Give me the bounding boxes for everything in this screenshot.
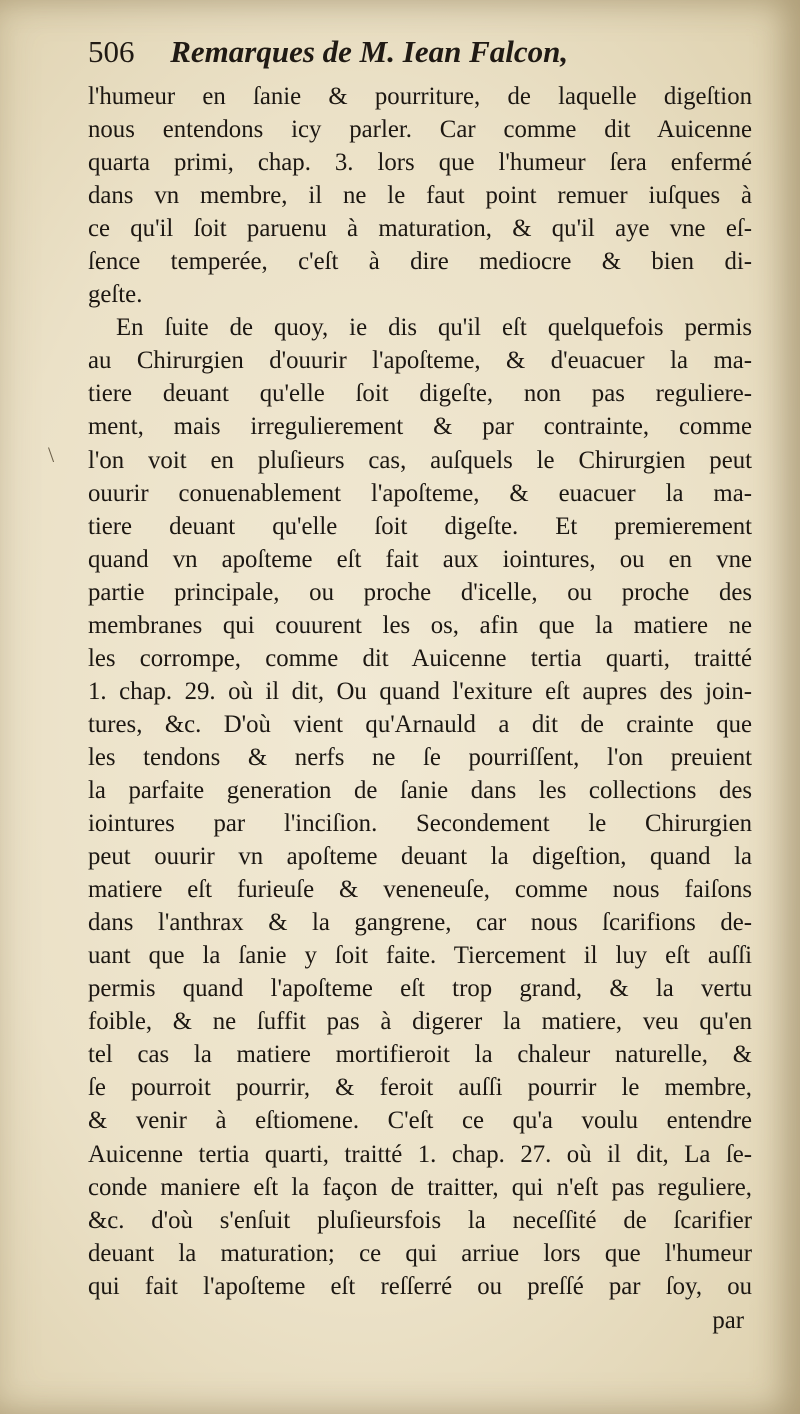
text-line: uant que la ſanie y ſoit faite. Tiercement il luy eſt auſſi: [88, 942, 752, 970]
text-line: geſte.: [88, 281, 143, 309]
text-line: la parfaite generation de ſanie dans les collections des: [88, 776, 752, 804]
text-line: foible, & ne ſuffit pas à digerer la matiere, veu qu'en: [88, 1008, 752, 1036]
text-line: dans l'anthrax & la gangrene, car nous ſcarifions de-: [88, 909, 752, 937]
text-line: au Chirurgien d'ouurir l'apoſteme, & d'euacuer la ma-: [88, 347, 752, 375]
text-line: deuant la maturation; ce qui arriue lors que l'humeur: [88, 1239, 752, 1267]
text-line: qui fait l'apoſteme eſt reſſerré ou preſſé par ſoy, ou: [88, 1272, 752, 1300]
text-line: tiere deuant qu'elle ſoit digeſte. Et premierement: [88, 512, 752, 540]
margin-mark: \: [48, 442, 55, 467]
text-line: matiere eſt furieuſe & veneneuſe, comme nous faiſons: [88, 876, 752, 904]
text-line: quand vn apoſteme eſt fait aux iointures, ou en vne: [88, 545, 752, 573]
text-line: ment, mais irregulierement & par contrainte, comme: [88, 413, 752, 441]
text-line: l'on voit en pluſieurs cas, auſquels le Chirurgien peut: [88, 446, 752, 474]
text-line: partie principale, ou proche d'icelle, ou proche des: [88, 578, 752, 606]
text-line: Auicenne tertia quarti, traitté 1. chap. 27. où il dit, La ſe-: [88, 1140, 752, 1168]
text-line: l'humeur en ſanie & pourriture, de laquelle digeſtion: [88, 83, 752, 110]
text-line: 1. chap. 29. où il dit, Ou quand l'exiture eſt aupres des join-: [88, 677, 752, 705]
text-line: ſe pourroit pourrir, & feroit auſſi pourrir le membre,: [88, 1074, 752, 1102]
text-line: iointures par l'inciſion. Secondement le Chirurgien: [88, 810, 752, 838]
text-line: les corrompe, comme dit Auicenne tertia quarti, traitté: [88, 644, 752, 672]
body-text: [88, 80, 752, 1303]
text-line: tel cas la matiere mortifieroit la chaleur naturelle, &: [88, 1041, 752, 1069]
text-line: membranes qui couurent les os, afin que la matiere ne: [88, 611, 752, 639]
text-line: ſence temperée, c'eſt à dire mediocre & bien di-: [88, 248, 752, 276]
text-line: En ſuite de quoy, ie dis qu'il eſt quelquefois permis: [116, 314, 752, 342]
page-number: 506: [88, 34, 135, 69]
text-line: peut ouurir vn apoſteme deuant la digeſtion, quand la: [88, 843, 752, 871]
text-line: nous entendons icy parler. Car comme dit Auicenne: [88, 116, 752, 144]
text-line: tures, &c. D'où vient qu'Arnauld a dit de crainte que: [88, 710, 752, 738]
text-line: conde maniere eſt la façon de traitter, qui n'eſt pas reguliere,: [88, 1173, 752, 1201]
text-line: dans vn membre, il ne le faut point remuer iuſques à: [88, 182, 752, 210]
text-line: &c. d'où s'enſuit pluſieursfois la neceſſité de ſcarifier: [88, 1206, 752, 1234]
text-line: ce qu'il ſoit paruenu à maturation, & qu'il aye vne eſ-: [88, 215, 752, 243]
running-head: [88, 34, 768, 80]
text-line: les tendons & nerfs ne ſe pourriſſent, l'on preuient: [88, 743, 752, 771]
text-line: permis quand l'apoſteme eſt trop grand, & la vertu: [88, 975, 752, 1003]
text-line: tiere deuant qu'elle ſoit digeſte, non pas reguliere-: [88, 380, 752, 408]
text-line: ouurir conuenablement l'apoſteme, & euacuer la ma-: [88, 479, 752, 507]
text-line: quarta primi, chap. 3. lors que l'humeur ſera enfermé: [88, 149, 752, 177]
running-title: Remarques de M. Iean Falcon,: [170, 34, 569, 69]
text-line: & venir à eſtiomene. C'eſt ce qu'a voulu entendre: [88, 1107, 752, 1135]
catchword: par: [712, 1307, 744, 1334]
